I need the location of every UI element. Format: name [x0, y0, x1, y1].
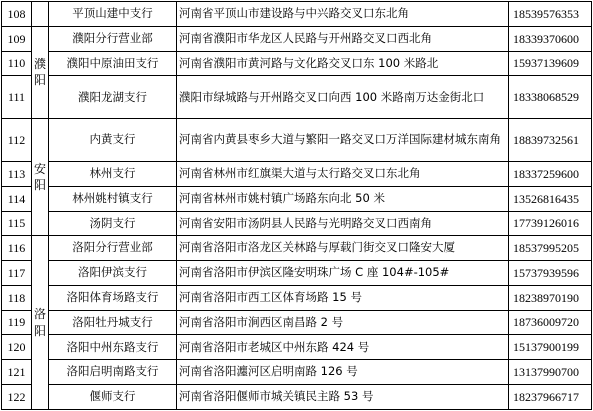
branch-address: 河南省洛阳偃师市城关镇民主路 53 号 — [177, 385, 509, 410]
branch-name: 洛阳分行营业部 — [49, 236, 177, 261]
branch-address: 河南省林州市红旗渠大道与太行路交叉口东北角 — [177, 162, 509, 187]
branch-address: 河南省平顶山市建设路与中兴路交叉口东北角 — [177, 2, 509, 27]
branch-address: 河南省洛阳市西工区体育场路 15 号 — [177, 285, 509, 310]
branch-name: 汤阴支行 — [49, 211, 177, 236]
branch-phone: 18537995205 — [509, 236, 592, 261]
row-number: 118 — [2, 285, 32, 310]
branch-phone: 18338068529 — [509, 76, 592, 119]
branch-address: 河南省洛阳瀍河区启明南路 126 号 — [177, 360, 509, 385]
branch-name: 濮阳分行营业部 — [49, 26, 177, 51]
branch-name: 内黄支行 — [49, 119, 177, 162]
city-char: 阳 — [33, 178, 46, 193]
table-row — [2, 261, 592, 286]
row-number: 120 — [2, 335, 32, 360]
city-char: 濮 — [33, 57, 46, 72]
city-group-luoyang — [32, 236, 49, 410]
branch-address: 河南省洛阳市洛龙区关林路与厚载门街交叉口隆安大厦 — [177, 236, 509, 261]
branch-name: 林州支行 — [49, 162, 177, 187]
table-row — [2, 335, 592, 360]
city-char: 阳 — [33, 73, 46, 88]
branch-name: 洛阳牡丹城支行 — [49, 310, 177, 335]
table-row — [2, 119, 592, 162]
table-row — [2, 162, 592, 187]
city-char: 洛 — [33, 307, 46, 322]
branch-address: 河南省洛阳市老城区中州东路 424 号 — [177, 335, 509, 360]
row-number: 115 — [2, 211, 32, 236]
branch-address: 河南省内黄县枣乡大道与繁阳一路交叉口万洋国际建材城东南角 — [177, 119, 509, 162]
city-group-anyang — [32, 119, 49, 236]
branch-phone: 13137990700 — [509, 360, 592, 385]
branch-name: 平顶山建中支行 — [49, 2, 177, 27]
branch-address: 河南省洛阳市伊滨区隆安明珠广场 C 座 104#-105# — [177, 261, 509, 286]
table-row — [2, 360, 592, 385]
branch-address: 河南省濮阳市黄河路与文化路交叉口东 100 米路北 — [177, 51, 509, 76]
branch-name: 洛阳启明南路支行 — [49, 360, 177, 385]
branch-phone: 15937139609 — [509, 51, 592, 76]
row-number: 110 — [2, 51, 32, 76]
city-cell-empty — [32, 2, 49, 27]
branch-table — [1, 1, 592, 410]
branch-address: 河南省濮阳市华龙区人民路与开州路交叉口西北角 — [177, 26, 509, 51]
branch-phone: 18238970190 — [509, 285, 592, 310]
table-row — [2, 285, 592, 310]
branch-phone: 18736009720 — [509, 310, 592, 335]
branch-name: 洛阳伊滨支行 — [49, 261, 177, 286]
city-group-puyang — [32, 26, 49, 118]
branch-address: 河南省安阳市汤阴县人民路与光明路交叉口西南角 — [177, 211, 509, 236]
branch-phone: 17739126016 — [509, 211, 592, 236]
row-number: 119 — [2, 310, 32, 335]
table-row — [2, 385, 592, 410]
branch-phone: 18237966717 — [509, 385, 592, 410]
row-number: 113 — [2, 162, 32, 187]
branch-phone: 18337259600 — [509, 162, 592, 187]
branch-name: 洛阳中州东路支行 — [49, 335, 177, 360]
branch-phone: 18339370600 — [509, 26, 592, 51]
branch-phone: 18839732561 — [509, 119, 592, 162]
branch-name: 濮阳中原油田支行 — [49, 51, 177, 76]
branch-address: 河南省林州市姚村镇广场路东向北 50 米 — [177, 186, 509, 211]
branch-name: 偃师支行 — [49, 385, 177, 410]
branch-address: 濮阳市绿城路与开州路交叉口向西 100 米路南万达金街北口 — [177, 76, 509, 119]
table-row — [2, 236, 592, 261]
row-number: 114 — [2, 186, 32, 211]
branch-phone: 13526816435 — [509, 186, 592, 211]
branch-name: 濮阳龙湖支行 — [49, 76, 177, 119]
row-number: 116 — [2, 236, 32, 261]
row-number: 117 — [2, 261, 32, 286]
table-row — [2, 2, 592, 27]
city-char: 安 — [33, 162, 46, 177]
table-row — [2, 211, 592, 236]
branch-phone: 18539576353 — [509, 2, 592, 27]
row-number: 108 — [2, 2, 32, 27]
branch-phone: 15737939596 — [509, 261, 592, 286]
table-row — [2, 186, 592, 211]
table-row — [2, 310, 592, 335]
row-number: 111 — [2, 76, 32, 119]
city-char: 阳 — [33, 323, 46, 338]
table-row — [2, 76, 592, 119]
row-number: 122 — [2, 385, 32, 410]
table-row — [2, 26, 592, 51]
table-row — [2, 51, 592, 76]
row-number: 112 — [2, 119, 32, 162]
row-number: 109 — [2, 26, 32, 51]
branch-name: 林州姚村镇支行 — [49, 186, 177, 211]
branch-name: 洛阳体育场路支行 — [49, 285, 177, 310]
row-number: 121 — [2, 360, 32, 385]
branch-address: 河南省洛阳市涧西区南昌路 2 号 — [177, 310, 509, 335]
branch-phone: 15137900199 — [509, 335, 592, 360]
